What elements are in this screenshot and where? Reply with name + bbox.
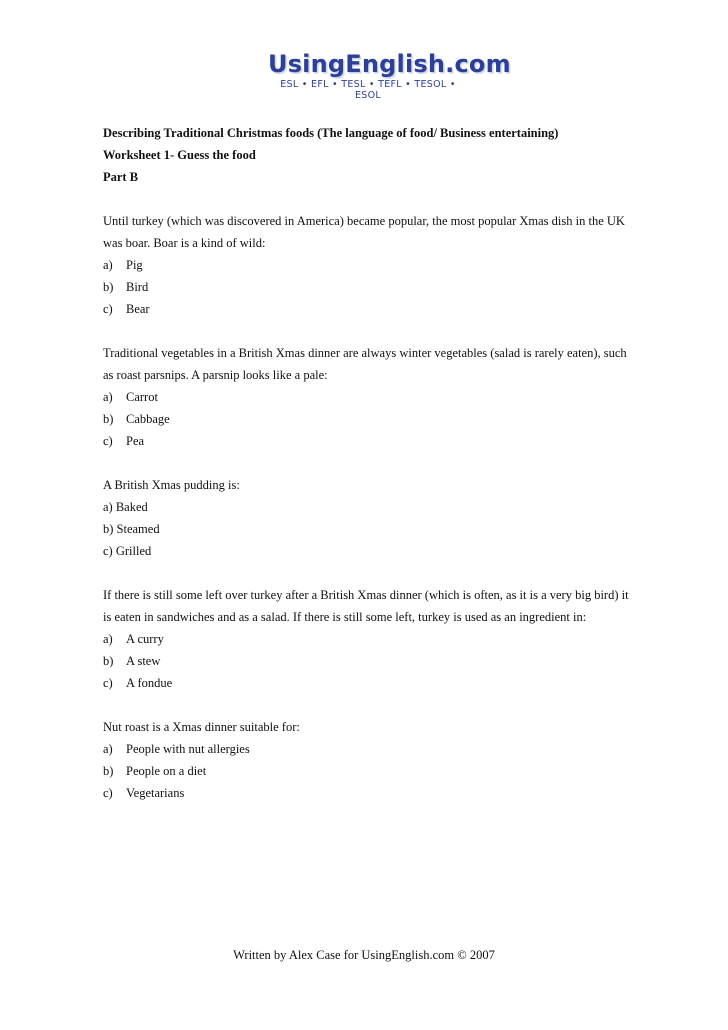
- question-text: Nut roast is a Xmas dinner suitable for:: [103, 720, 300, 734]
- answer-option: c) Grilled: [103, 544, 152, 558]
- answer-option: [103, 628, 633, 650]
- option-text: People with nut allergies: [126, 742, 250, 756]
- option-letter: a): [103, 742, 113, 756]
- option-text: Bear: [126, 302, 150, 316]
- option-letter: b): [103, 764, 114, 778]
- answer-option: [103, 650, 633, 672]
- answer-option: [103, 738, 633, 760]
- logo-subtitle: ESL • EFL • TESL • TEFL • TESOL • ESOL: [280, 79, 456, 101]
- answer-option: [103, 760, 633, 782]
- option-letter: a): [103, 390, 113, 404]
- question-4: [103, 584, 633, 694]
- option-text: A fondue: [126, 676, 173, 690]
- option-letter: c): [103, 786, 113, 800]
- answer-option: [103, 782, 633, 804]
- spacer: [103, 452, 633, 474]
- option-text: A stew: [126, 654, 161, 668]
- option-letter: c): [103, 434, 113, 448]
- option-text: A curry: [126, 632, 164, 646]
- question-text: is eaten in sandwiches and as a salad. If there is still some left, turkey is used as an ingredient in:: [103, 610, 587, 624]
- spacer: [103, 694, 633, 716]
- answer-option: [103, 672, 633, 694]
- logo-title: UsingEnglish.com: [268, 50, 511, 78]
- question-text: Traditional vegetables in a British Xmas dinner are always winter vegetables (salad is rarely eaten), such: [103, 346, 627, 360]
- answer-option: [103, 386, 633, 408]
- option-letter: b): [103, 280, 114, 294]
- worksheet-body: [103, 122, 633, 804]
- option-text: People on a diet: [126, 764, 207, 778]
- option-letter: c): [103, 302, 113, 316]
- option-letter: b): [103, 412, 114, 426]
- question-5: [103, 716, 633, 804]
- answer-option: [103, 276, 633, 298]
- question-1: [103, 210, 633, 320]
- spacer: [103, 320, 633, 342]
- question-3: [103, 474, 633, 562]
- question-text: as roast parsnips. A parsnip looks like a pale:: [103, 368, 328, 382]
- worksheet-number: Worksheet 1- Guess the food: [103, 148, 256, 162]
- option-letter: c): [103, 676, 113, 690]
- spacer: [103, 188, 633, 210]
- option-text: Pea: [126, 434, 145, 448]
- option-text: Bird: [126, 280, 149, 294]
- option-text: Cabbage: [126, 412, 170, 426]
- page-footer: Written by Alex Case for UsingEnglish.com © 2007: [233, 948, 495, 962]
- question-text: Until turkey (which was discovered in America) became popular, the most popular Xmas dish in the UK: [103, 214, 625, 228]
- question-text: A British Xmas pudding is:: [103, 478, 240, 492]
- answer-option: [103, 408, 633, 430]
- question-text: If there is still some left over turkey after a British Xmas dinner (which is often, as it is a very big bird) it: [103, 588, 629, 602]
- answer-option: [103, 298, 633, 320]
- site-logo: [268, 50, 511, 101]
- option-text: Pig: [126, 258, 143, 272]
- answer-option: b) Steamed: [103, 522, 160, 536]
- spacer: [103, 562, 633, 584]
- question-2: [103, 342, 633, 452]
- answer-option: a) Baked: [103, 500, 148, 514]
- option-letter: a): [103, 632, 113, 646]
- worksheet-part: Part B: [103, 170, 139, 184]
- answer-option: [103, 254, 633, 276]
- option-text: Vegetarians: [126, 786, 185, 800]
- option-letter: a): [103, 258, 113, 272]
- worksheet-title: Describing Traditional Christmas foods (The language of food/ Business entertaining): [103, 126, 559, 140]
- answer-option: [103, 430, 633, 452]
- question-text: was boar. Boar is a kind of wild:: [103, 236, 266, 250]
- option-letter: b): [103, 654, 114, 668]
- option-text: Carrot: [126, 390, 158, 404]
